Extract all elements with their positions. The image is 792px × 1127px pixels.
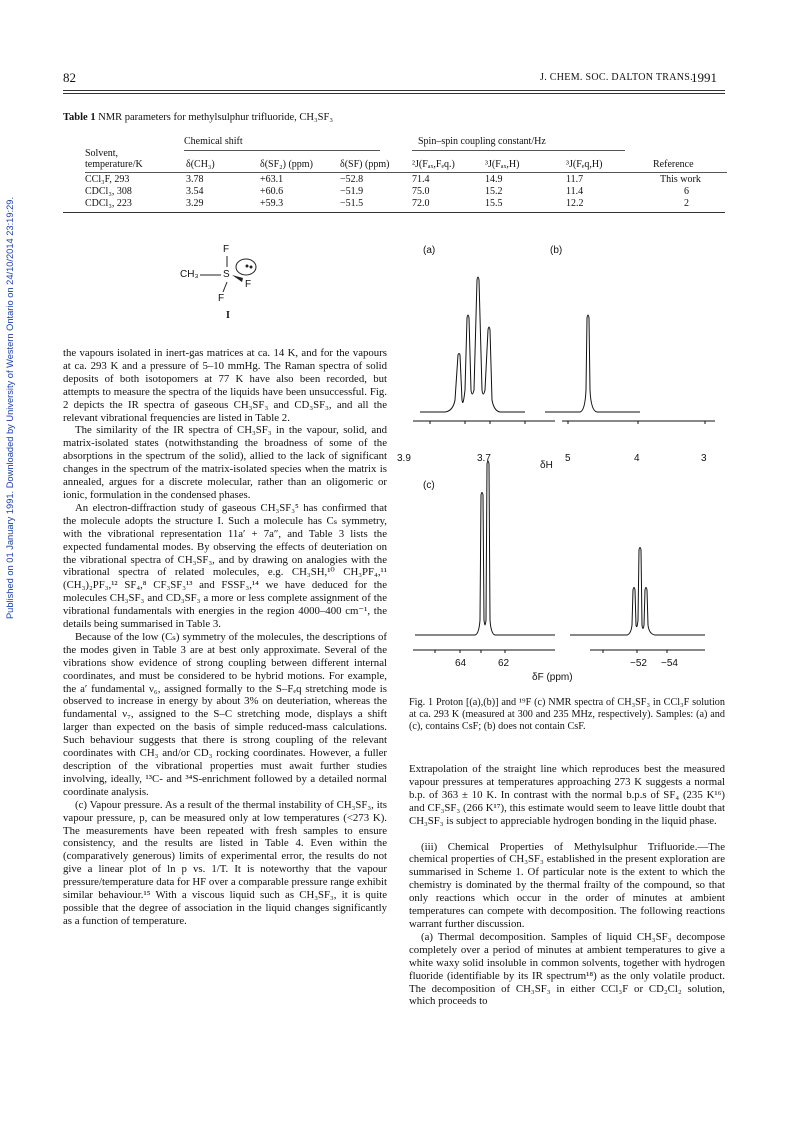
row-3-sf: −51.5 [340,198,364,209]
panel-label-c: (c) [423,480,435,491]
row-2-sf2: +60.6 [260,186,284,197]
tick-m52: −52 [630,658,647,669]
figure-caption: Fig. 1 Proton [(a),(b)] and ¹⁹F (c) NMR spectra of CH₃SF₃ in CCl₃F solution at ca. 293 K (measured at 300 and 235 MHz, respectively). Samples: (a) and (c), contains CsF; (b) does not contain CsF. [409,697,725,732]
left-para-5: (c) Vapour pressure. As a result of the thermal instability of CH₃SF₃, its vapour pressure, p, can be measured only at low temperatures (<273 K). The measurements have been repeated with fresh samples to ensure consistency, and the results are listed in Table 4. Even within the (comparatively generous) limits of experimental error, the results do not give a linear plot of ln p vs. 1/T. It is noteworthy that the vapour pressure/temperature data for HF over a comparable pressure range exhibit similar behaviour.¹⁵ With a viscous liquid such as CH₃SF₃, it is quite possible that the degree of association in the liquid changes significantly as a function of temperature. [63,798,387,927]
row-2-sf: −51.9 [340,186,364,197]
row-2-j3: 11.4 [566,186,584,197]
tick-4: 4 [634,453,640,464]
row-3-j2: 15.5 [485,198,503,209]
spectrum-c-sf [570,548,705,636]
left-para-2: The similarity of the IR spectra of CH₃SF₃ in the vapour, solid, and matrix-isolated states (notwithstanding the broadness of some of the absorptions in the spectrum of the solid), allied to the lack of significant changes in the spectrum of the matrix-isolated species when the matrix is annealed, argues for a discrete molecular, rather than an oligomeric or ionic, formulation in the condensed phases. [63,424,387,501]
tick-m54: −54 [661,658,678,669]
row-2-j2: 15.2 [485,186,503,197]
structure-label: I [226,310,230,321]
group-coupling: Spin–spin coupling constant/Hz [418,136,546,147]
col-solvent: Solvent, [85,148,119,159]
atom-f-bottom: F [218,293,225,304]
journal-name: J. CHEM. SOC. DALTON TRANS. [540,72,693,83]
group-rule-1 [184,150,380,151]
atom-f-top: F [223,244,230,255]
row-3-ref: 2 [684,198,689,209]
atom-ch3: CH₃ [180,269,199,280]
group-chemical-shift: Chemical shift [184,136,243,147]
left-para-4: Because of the low (Cₛ) symmetry of the molecules, the descriptions of the modes given in Table 3 are at best only approximate. Several of the vibrations show evidence of strong coupling between different internal coordinates, and must be considered to be hybrid motions. For example, the a′ fundamental ν₆, assigned formally to the S–Fₑq stretching mode is observed to increase in energy by about 3% on deuteriation, whereas the fundamental ν₇, assigned to the S–C stretching mode, displays a shift larger than expected on the basis of simple reduced-mass calculations. Such behaviour suggests that there is strong coupling of the relevant coordinates with CH₃ and/or CD₃ rocking coordinates. However, a fuller description of the vibrational properties must await further studies involving, ideally, ¹³C- and ³⁴S-enrichment followed by a detailed normal coordinate analysis. [63,630,387,798]
row-2-ref: 6 [684,186,689,197]
structure-diagram [170,240,280,320]
col-sf: δ(SF) (ppm) [340,159,390,170]
col-solvent-2: temperature/K [85,159,143,170]
row-1-j1: 71.4 [412,174,430,185]
table-caption-label: Table 1 [63,112,96,123]
download-notice [3,150,17,670]
row-3-solvent: CDCl₃, 223 [85,198,132,209]
axis-label-f: δF (ppm) [532,672,573,683]
row-3-ch3: 3.29 [186,198,204,209]
row-1-sf: −52.8 [340,174,364,185]
table-bottom-rule [63,212,725,213]
page-number: 82 [63,70,76,85]
axis-label-h: δH [540,460,553,471]
row-1-sf2: +63.1 [260,174,284,185]
right-column [409,763,725,1008]
nmr-figure [397,240,725,669]
tick-3.7: 3.7 [477,453,491,464]
row-3-j1: 72.0 [412,198,430,209]
spectrum-a [420,277,525,412]
group-rule-2 [412,150,625,151]
download-notice-text: Published on 01 January 1991. Downloaded by University of Western Ontario on 24/10/2014 23:19:29. [5,196,15,620]
row-1-solvent: CCl₃F, 293 [85,174,130,185]
right-para-3: (a) Thermal decomposition. Samples of liquid CH₃SF₃ decompose completely over a period of minutes at ambient temperatures to give a white waxy solid insoluble in common solvents, together with hydrogen fluoride (identifiable by its IR spectrum¹⁸) as the only volatile product. The decomposition of CH₃SF₃ in either CCl₃F or CD₂Cl₂ solution, which proceeds to [409,930,725,1008]
table-head-rule [85,172,727,173]
table-caption-text: NMR parameters for methylsulphur trifluoride, CH₃SF₃ [98,112,334,123]
col-j1: ²J(Fₐₓ,Fₑq.) [412,159,455,170]
tick-64: 64 [455,658,467,669]
spectrum-c-sf2 [415,461,555,635]
right-para-2: (iii) Chemical Properties of Methylsulphur Trifluoride.—The chemical properties of CH₃SF₃ established in the present exploration are summarised in Scheme 1. Of particular note is the extent to which the chemistry is dominated by the thermal frailty of the compound, so that only reactions which occur in the order of minutes at ambient temperatures can compete with decomposition. The following reactions warrant further discussion. [409,840,725,930]
row-1-ref: This work [660,174,701,185]
left-para-1: the vapours isolated in inert-gas matrices at ca. 14 K, and for the vapours at ca. 293 K and a pressure of 5–10 mmHg. The Raman spectra of solid deposits of both isotopomers at 77 K have also been recorded, but attempts to measure the spectra of the liquids have been unsuccessful. Fig. 2 depicts the IR spectra of gaseous CH₃SF₃ and CD₃SF₃, and all the relevant vibrational frequencies are listed in Table 2. [63,347,387,424]
left-para-3: An electron-diffraction study of gaseous CH₃SF₃⁵ has confirmed that the molecule adopts the structure I. Such a molecule has Cₛ symmetry, with the vibrational representation 11a′ + 7a″, and Table 3 lists the expected fundamental modes. By observing the effects of deuteriation on the vibrational spectra of CH₃SF₃, and by drawing on analogies with the vibrational spectra of related molecules, e.g. CH₃SH,¹⁰ CH₃PF₄,¹¹ (CH₃)₂PF₃,¹² SF₄,⁸ CF₃SF₃¹³ and FSSF₃,¹⁴ we have deduced for the molecules CH₃SF₃ and CD₃SF₃ a more or less complete assignment of the vibrational fundamentals with energies in the region 4000–400 cm⁻¹, the details being summarised in Table 3. [63,501,387,631]
right-para-1: Extrapolation of the straight line which reproduces best the measured vapour pressures at temperatures approaching 273 K suggests a normal b.p. of 363 ± 10 K. In contrast with the normal b.p.s of SF₄ (235 K¹⁶) and CF₃SF₃ (266 K¹⁷), this estimate would seem to leave little doubt that CH₃SF₃ is subject to appreciable hydrogen bonding in the liquid phase. [409,763,725,827]
row-1-ch3: 3.78 [186,174,204,185]
row-2-solvent: CDCl₃, 308 [85,186,132,197]
row-2-j1: 75.0 [412,186,430,197]
panel-label-b: (b) [550,245,563,256]
col-sf2: δ(SF₂) (ppm) [260,159,313,170]
col-j2: ³J(Fₐₓ,H) [485,159,520,170]
panel-label-a: (a) [423,245,436,256]
col-ch3: δ(CH₃) [186,159,215,170]
col-j3: ³J(Fₑq,H) [566,159,603,170]
journal-year: 1991 [691,70,717,85]
atom-f-right: F [245,279,252,290]
tick-3.9: 3.9 [397,453,411,464]
row-1-j2: 14.9 [485,174,503,185]
row-2-ch3: 3.54 [186,186,204,197]
spectrum-b [545,315,640,412]
row-3-j3: 12.2 [566,198,584,209]
tick-5: 5 [565,453,571,464]
atom-s: S [223,269,230,280]
nmr-table [0,0,792,220]
col-ref: Reference [653,159,694,170]
row-1-j3: 11.7 [566,174,584,185]
tick-3: 3 [701,453,707,464]
left-column [63,347,387,928]
row-3-sf2: +59.3 [260,198,284,209]
tick-62: 62 [498,658,510,669]
